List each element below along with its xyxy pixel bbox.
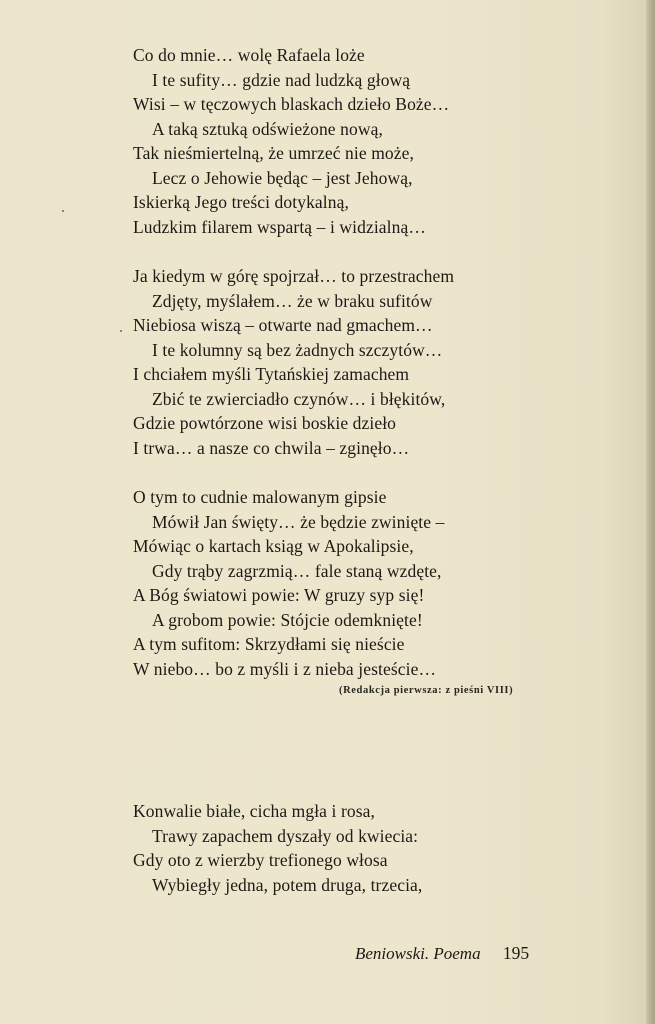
stanza [133,485,444,681]
running-title: Beniowski. Poema [355,944,481,963]
page-edge [646,0,655,1024]
paper-speck [62,210,64,212]
verse-line: Zbić te zwierciadło czynów… i błękitów, [152,388,446,409]
verse-line: O tym to cudnie malowanym gipsie [133,487,387,507]
stanza [133,43,449,239]
verse-line: I te sufity… gdzie nad ludzką głową [152,69,411,90]
page-number: 195 [502,943,530,963]
verse-line: A grobom powie: Stójcie odemknięte! [152,609,423,630]
verse-line: Gdzie powtórzone wisi boskie dzieło [133,413,397,433]
verse-line: Wisi – w tęczowych blaskach dzieło Boże… [133,94,450,114]
verse-line: Gdy oto z wierzby trefionego włosa [133,850,388,870]
verse-line: A Bóg światowi powie: W gruzy syp się! [133,585,425,605]
verse-line: Tak nieśmiertelną, że umrzeć nie może, [133,143,414,163]
page-footer [355,943,529,964]
verse-line: A tym sufitom: Skrzydłami się nieście [133,634,405,654]
stanza [133,799,422,897]
stanza [133,264,454,460]
verse-line: I trwa… a nasze co chwila – zginęło… [133,437,410,458]
paper-speck [120,330,122,332]
verse-line: Co do mnie… wolę Rafaela loże [133,45,365,65]
verse-line: I te kolumny są bez żadnych szczytów… [152,339,443,360]
verse-line: A taką sztuką odświeżone nową, [152,118,383,139]
verse-line: Niebiosa wiszą – otwarte nad gmachem… [133,315,433,335]
verse-line: Ja kiedym w górę spojrzał… to przestrachem [133,266,455,286]
verse-line: Mówił Jan święty… że będzie zwinięte – [152,511,445,532]
editorial-note: (Redakcja pierwsza: z pieśni VIII) [339,685,514,696]
verse-line: Zdjęty, myślałem… że w braku sufitów [152,290,433,311]
verse-line: I chciałem myśli Tytańskiej zamachem [133,364,410,384]
verse-line: Lecz o Jehowie będąc – jest Jehową, [152,167,413,188]
verse-line: Mówiąc o kartach ksiąg w Apokalipsie, [133,536,414,556]
verse-line: Iskierką Jego treści dotykalną, [133,192,349,212]
verse-line: W niebo… bo z myśli i z nieba jesteście… [133,658,437,679]
verse-line: Ludzkim filarem wspartą – i widzialną… [133,216,426,237]
verse-line: Trawy zapachem dyszały od kwiecia: [152,825,419,846]
verse-line: Wybiegły jedna, potem druga, trzecia, [152,874,423,895]
verse-line: Konwalie białe, cicha mgła i rosa, [133,801,375,821]
verse-line: Gdy trąby zagrzmią… fale staną wzdęte, [152,560,442,581]
